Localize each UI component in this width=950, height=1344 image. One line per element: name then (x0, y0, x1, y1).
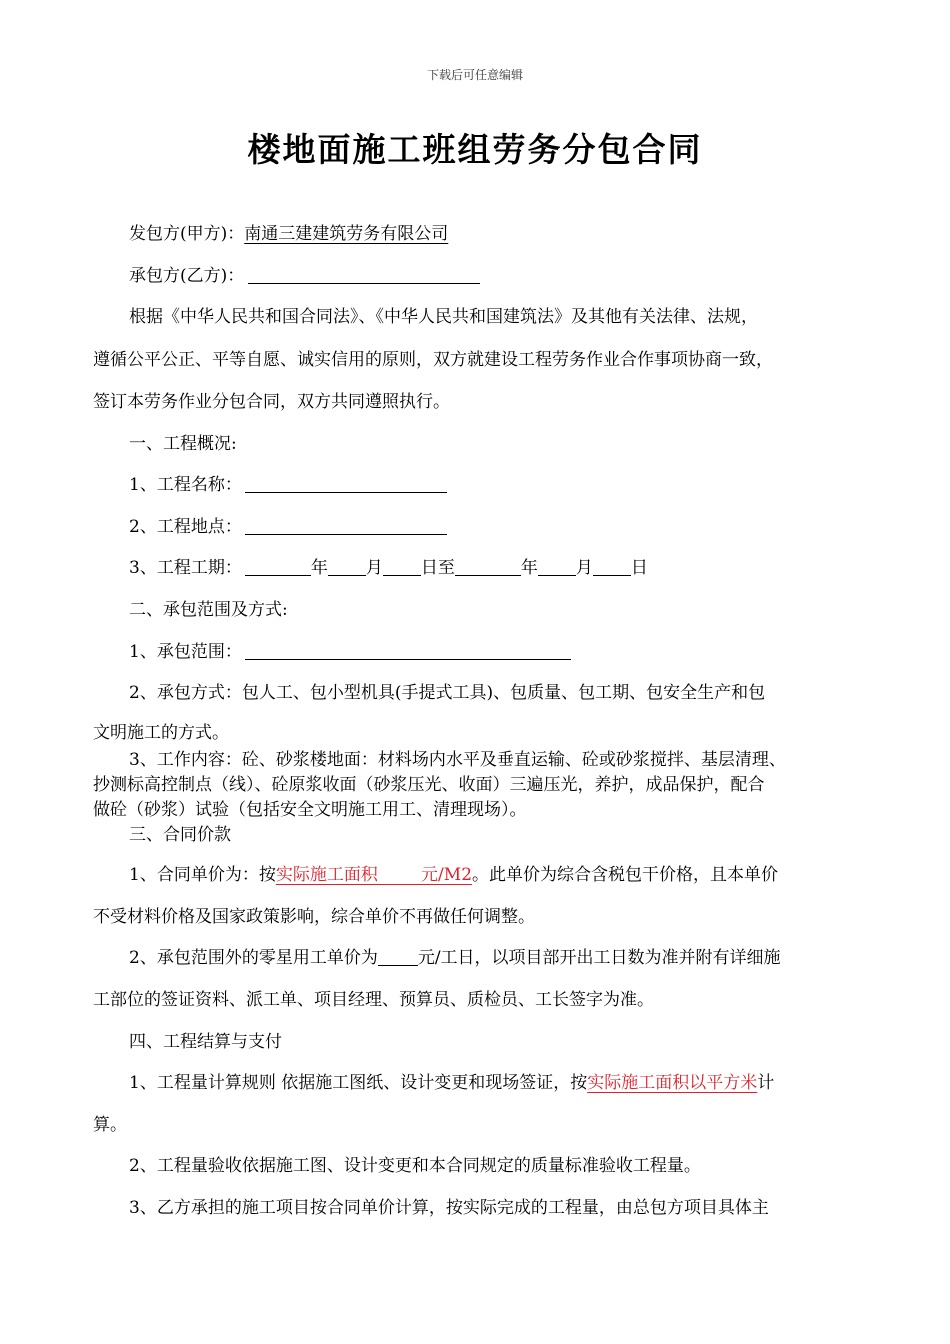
odd-job-line-2: 工部位的签证资料、派工单、项目经理、预算员、质检员、工长签字为准。 (93, 990, 654, 1010)
end-day-label: 日 (630, 558, 648, 578)
work-line-2: 抄测标高控制点（线）、砼原浆收面（砂浆压光、收面）三遍压光，养护，成品保护，配合 (93, 775, 765, 795)
odd-job-line-1 (129, 947, 781, 969)
end-year-label: 年 (520, 558, 538, 578)
section-2-heading: 二、承包范围及方式: (129, 600, 288, 620)
odd-job-price-blank (378, 947, 418, 966)
party-a-value: 南通三建建筑劳务有限公司 (244, 224, 449, 244)
acceptance-line: 2、工程量验收依据施工图、设计变更和本合同规定的质量标准验收工程量。 (129, 1156, 701, 1176)
section-4-heading: 四、工程结算与支付 (129, 1032, 282, 1052)
price-text-pre: 1、合同单价为：按 (129, 865, 276, 885)
contract-title: 楼地面施工班组劳务分包合同 (247, 130, 703, 169)
price-highlight: 实际施工面积 元/M2 (275, 865, 473, 885)
end-year-blank (455, 557, 521, 576)
party-b-blank (248, 265, 480, 284)
intro-line-2: 遵循公平公正、平等自愿、诚实信用的原则，双方就建设工程劳务作业合作事项协商一致， (93, 350, 773, 370)
section-3-heading: 三、合同价款 (129, 825, 231, 845)
quantity-rule-highlight: 实际施工面积以平方米 (587, 1073, 758, 1093)
project-name-label: 1、工程名称： (129, 475, 242, 495)
start-month-blank (328, 557, 366, 576)
price-line-2: 不受材料价格及国家政策影响，综合单价不再做任何调整。 (93, 907, 535, 927)
project-name-blank (245, 474, 447, 493)
start-year-blank (245, 557, 311, 576)
scope-blank (245, 641, 571, 660)
project-period-line (129, 557, 648, 579)
odd-job-text-pre: 2、承包范围外的零星用工单价为 (129, 948, 378, 968)
scope-line (129, 641, 571, 663)
project-location-label: 2、工程地点： (129, 517, 242, 537)
price-line-1 (129, 864, 778, 886)
section-1-heading: 一、工程概况: (129, 434, 237, 454)
end-month-label: 月 (575, 558, 593, 578)
party-b-label: 承包方(乙方)： (129, 266, 245, 286)
work-line-3: 做砼（砂浆）试验（包括安全文明施工用工、清理现场）。 (93, 800, 527, 820)
project-location-blank (245, 516, 447, 535)
mode-line-1: 2、承包方式：包人工、包小型机具(手提式工具)、包质量、包工期、包安全生产和包 (129, 683, 766, 703)
header-note: 下载后可任意编辑 (426, 68, 523, 82)
quantity-rule-post: 计 (757, 1073, 775, 1093)
start-day-blank (383, 557, 421, 576)
settlement-line: 3、乙方承担的施工项目按合同单价计算，按实际完成的工程量，由总包方项目具体主 (129, 1198, 769, 1218)
project-name-line (129, 474, 447, 496)
end-day-blank (593, 557, 631, 576)
month-label: 月 (365, 558, 383, 578)
scope-label: 1、承包范围： (129, 642, 242, 662)
intro-line-3: 签订本劳务作业分包合同，双方共同遵照执行。 (93, 392, 450, 412)
year-label: 年 (310, 558, 328, 578)
party-a-line (129, 223, 448, 245)
intro-line-1: 根据《中华人民共和国合同法》、《中华人民共和国建筑法》及其他有关法律、法规， (129, 307, 758, 327)
work-line-1: 3、工作内容：砼、砂浆楼地面：材料场内水平及垂直运输、砼或砂浆搅拌、基层清理、 (129, 750, 786, 770)
party-b-line (129, 265, 480, 287)
project-period-label: 3、工程工期： (129, 558, 242, 578)
party-a-label: 发包方(甲方)： (129, 224, 245, 244)
day-to-label: 日至 (420, 558, 455, 578)
odd-job-text-post: 元/工日，以项目部开出工日数为准并附有详细施 (417, 948, 781, 968)
quantity-rule-line-1 (129, 1072, 774, 1094)
project-location-line (129, 516, 447, 538)
quantity-rule-line-2: 算。 (93, 1115, 127, 1135)
mode-line-2: 文明施工的方式。 (93, 723, 229, 743)
price-text-post: 。此单价为综合含税包干价格，且本单价 (472, 865, 779, 885)
end-month-blank (538, 557, 576, 576)
quantity-rule-pre: 1、工程量计算规则 依据施工图纸、设计变更和现场签证，按 (129, 1073, 588, 1093)
